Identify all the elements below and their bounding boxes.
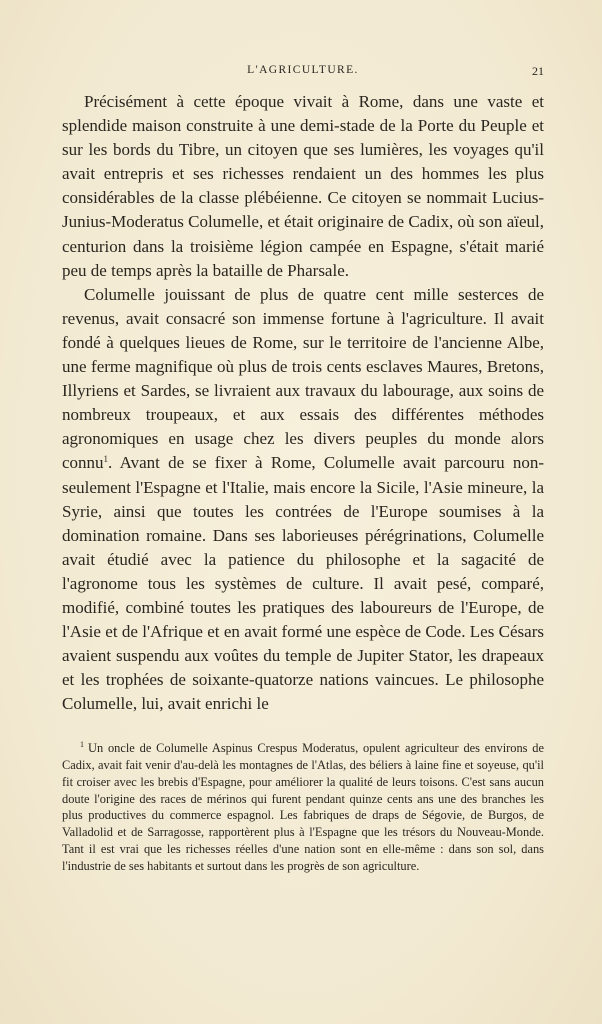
paragraph [62, 90, 544, 283]
paragraph-text: . Avant de se fixer à Rome, Columelle avait parcouru non-seulement l'Espagne et l'Italie, mais encore la Sicile, l'Asie mineure, la Syrie, ainsi que toutes les contrées de l'Europe soumises à la domination romaine. Dans ses laborieuses pérégrinations, Columelle avait étudié avec la patience du philosophe et la sagacité de l'agronome tous les systèmes de culture. Il avait pesé, comparé, modifié, combiné toutes les pratiques des laboureurs de l'Europe, de l'Asie et de l'Afrique et en avait formé une espèce de Code. Les Césars avaient suspendu aux voûtes du temple de Jupiter Stator, les drapeaux et les trophées de soixante-quatorze nations vaincues. Le philosophe Columelle, lui, avait enrichi le [62, 453, 544, 714]
page-number: 21 [532, 64, 544, 78]
footnote-mark: 1 [80, 740, 84, 749]
footnote [62, 740, 544, 875]
main-text [62, 90, 544, 716]
running-title: L'AGRICULTURE. [247, 64, 359, 76]
paragraph [62, 283, 544, 717]
page-header [62, 64, 544, 82]
footnote-reference: 1 [103, 454, 109, 465]
footnotes [62, 740, 544, 875]
footnote-text: Un oncle de Columelle Aspinus Crespus Moderatus, opulent agriculteur des environs de Cadix, avait fait venir d'au-delà les montagnes de l'Atlas, des béliers à laine fine et soyeuse, qu'il fit croiser avec les brebis d'Espagne, pour améliorer la qualité de leurs toisons. C'est sans aucun doute l'origine des races de mérinos qui furent pendant quinze cents ans une des branches les plus productives du commerce espagnol. Les fabriques de draps de Ségovie, de Burgos, de Valladolid et de Sarragosse, rapportèrent plus à l'Espagne que les trésors du Nouveau-Monde. Tant il est vrai que les richesses réelles d'une nation sont en elle-même : dans son sol, dans l'industrie de ses habitants et surtout dans les progrès de son agriculture. [62, 741, 544, 873]
paragraph-text: Précisément à cette époque vivait à Rome, dans une vaste et splendide maison construite à une demi-stade de la Porte du Peuple et sur les bords du Tibre, un citoyen que ses lumières, les voyages qu'il avait entrepris et ses richesses rendaient un des hommes les plus considérables de la classe plébéienne. Ce citoyen se nommait Lucius-Junius-Moderatus Columelle, et était originaire de Cadix, où son aïeul, centurion dans la troisième légion campée en Espagne, s'était marié peu de temps après la bataille de Pharsale. [62, 92, 544, 280]
paragraph-text: Columelle jouissant de plus de quatre cent mille sesterces de revenus, avait consacré son immense fortune à l'agriculture. Il avait fondé à quelques lieues de Rome, sur le territoire de l'ancienne Albe, une ferme magnifique où plus de trois cents esclaves Maures, Bretons, Illyriens et Sardes, se livraient aux travaux du labourage, aux soins de nombreux troupeaux, et aux essais des différentes méthodes agronomiques en usage chez les divers peuples du monde alors connu [62, 284, 544, 473]
